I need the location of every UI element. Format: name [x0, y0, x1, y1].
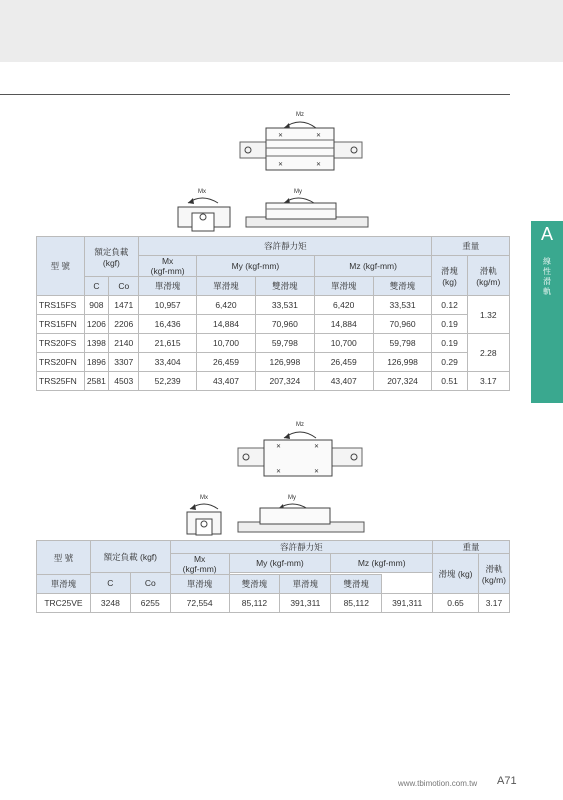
cell-c: 1896 [84, 353, 109, 372]
cell-mz-single: 85,112 [331, 594, 382, 613]
header-co: Co [109, 277, 139, 296]
top-view-diagram [234, 100, 368, 172]
cell-mx: 21,615 [139, 334, 197, 353]
svg-text:✕: ✕ [278, 133, 284, 139]
cell-model: TRS15FS [37, 296, 85, 315]
cell-c: 3248 [90, 594, 130, 613]
svg-text:✕: ✕ [314, 444, 320, 450]
cell-model: TRS25FN [37, 372, 85, 391]
header-mz-2: Mz (kgf-mm) [331, 554, 433, 573]
cell-my-double: 70,960 [255, 315, 314, 334]
header-co-2: Co [130, 573, 170, 594]
cell-model: TRS20FS [37, 334, 85, 353]
my-label: My [294, 189, 302, 195]
cell-my-double: 33,531 [255, 296, 314, 315]
header-my-single: 單滑塊 [197, 277, 256, 296]
cell-mz-single: 43,407 [314, 372, 373, 391]
cell-co: 2140 [109, 334, 139, 353]
cell-c: 908 [84, 296, 109, 315]
header-static-moment-2: 容許靜力矩 [170, 541, 432, 554]
mx-label-2: Mx [200, 495, 208, 501]
cell-mz-single: 26,459 [314, 353, 373, 372]
header-rated-load-2: 額定負載 (kgf) [90, 541, 170, 573]
cell-co: 1471 [109, 296, 139, 315]
header-rule [0, 94, 510, 95]
header-rated-load: 額定負載 (kgf) [84, 237, 139, 277]
cell-block-weight: 0.12 [432, 296, 467, 315]
cell-c: 2581 [84, 372, 109, 391]
cell-co: 6255 [130, 594, 170, 613]
mz-label: Mz [296, 112, 304, 118]
header-my-single-2: 單滑塊 [170, 575, 229, 594]
cell-block-weight: 0.51 [432, 372, 467, 391]
cell-my-double: 391,311 [280, 594, 331, 613]
cell-block-weight: 0.19 [432, 334, 467, 353]
cell-my-single: 43,407 [197, 372, 256, 391]
side-view-diagram [244, 185, 370, 235]
cell-rail-weight: 2.28 [467, 334, 509, 372]
page-number: A71 [497, 775, 517, 787]
header-band [0, 0, 563, 62]
cell-mz-double: 33,531 [373, 296, 432, 315]
section-title: 線性滑軌 [542, 257, 552, 297]
header-c: C [84, 277, 109, 296]
header-mx-single-2: 單滑塊 [37, 575, 91, 594]
header-block-weight-2: 滑塊 (kg) [433, 554, 479, 594]
header-block-weight: 滑塊 (kg) [432, 256, 467, 296]
cell-mz-double: 70,960 [373, 315, 432, 334]
section-letter: A [540, 224, 553, 244]
header-weight: 重量 [432, 237, 510, 256]
cell-mx: 72,554 [170, 594, 229, 613]
cell-my-single: 6,420 [197, 296, 256, 315]
cell-mz-double: 126,998 [373, 353, 432, 372]
header-mx: Mx (kgf-mm) [139, 256, 197, 277]
cell-my-single: 26,459 [197, 353, 256, 372]
table-row [37, 594, 510, 613]
cell-rail-weight: 1.32 [467, 296, 509, 334]
spec-table-trc [36, 540, 510, 613]
top-view-diagram-2 [234, 414, 368, 486]
cell-rail-weight: 3.17 [478, 594, 509, 613]
svg-text:✕: ✕ [276, 444, 282, 450]
cell-mz-double: 207,324 [373, 372, 432, 391]
header-mx-2: Mx (kgf-mm) [170, 554, 229, 575]
footer-url[interactable]: www.tbimotion.com.tw [398, 779, 478, 788]
cell-block-weight: 0.65 [433, 594, 479, 613]
cell-co: 2206 [109, 315, 139, 334]
header-my-double: 雙滑塊 [255, 277, 314, 296]
table-row [37, 372, 510, 391]
cell-my-double: 207,324 [255, 372, 314, 391]
spec-table-trs [36, 236, 510, 391]
header-mz-double-2: 雙滑塊 [331, 575, 382, 594]
header-mz-single-2: 單滑塊 [280, 575, 331, 594]
header-my-2: My (kgf-mm) [229, 554, 331, 573]
table-row [37, 334, 510, 353]
svg-text:✕: ✕ [316, 133, 322, 139]
cell-model: TRS15FN [37, 315, 85, 334]
header-static-moment: 容許靜力矩 [139, 237, 432, 256]
header-weight-2: 重量 [433, 541, 510, 554]
mx-label: Mx [198, 189, 206, 195]
cell-mz-double: 59,798 [373, 334, 432, 353]
header-model-2: 型 號 [37, 541, 91, 575]
cell-model: TRS20FN [37, 353, 85, 372]
header-mz-single: 單滑塊 [314, 277, 373, 296]
svg-text:✕: ✕ [276, 469, 282, 475]
cell-mx: 52,239 [139, 372, 197, 391]
table-row [37, 315, 510, 334]
cell-my-single: 10,700 [197, 334, 256, 353]
table-row [37, 296, 510, 315]
cell-c: 1206 [84, 315, 109, 334]
svg-text:✕: ✕ [278, 162, 284, 168]
cell-mx: 16,436 [139, 315, 197, 334]
cell-c: 1398 [84, 334, 109, 353]
cell-mz-single: 6,420 [314, 296, 373, 315]
cell-mx: 10,957 [139, 296, 197, 315]
cell-block-weight: 0.19 [432, 315, 467, 334]
cell-mz-single: 10,700 [314, 334, 373, 353]
table-row [37, 353, 510, 372]
mz-label-2: Mz [296, 422, 304, 428]
cell-my-double: 59,798 [255, 334, 314, 353]
svg-text:✕: ✕ [314, 469, 320, 475]
header-model: 型 號 [37, 237, 85, 296]
header-mz: Mz (kgf-mm) [314, 256, 432, 277]
header-rail-weight-2: 滑軌 (kg/m) [478, 554, 509, 594]
end-view-diagram-2 [182, 492, 226, 538]
cell-rail-weight: 3.17 [467, 372, 509, 391]
cell-model: TRC25VE [37, 594, 91, 613]
side-view-diagram-2 [236, 492, 366, 538]
cell-my-single: 14,884 [197, 315, 256, 334]
cell-block-weight: 0.29 [432, 353, 467, 372]
cell-my-double: 126,998 [255, 353, 314, 372]
cell-mz-double: 391,311 [382, 594, 433, 613]
cell-mz-single: 14,884 [314, 315, 373, 334]
header-my-double-2: 雙滑塊 [229, 575, 280, 594]
section-tab[interactable] [531, 221, 563, 403]
header-c-2: C [90, 573, 130, 594]
cell-my-single: 85,112 [229, 594, 280, 613]
my-label-2: My [288, 495, 296, 501]
header-mz-double: 雙滑塊 [373, 277, 432, 296]
header-my: My (kgf-mm) [197, 256, 315, 277]
cell-co: 3307 [109, 353, 139, 372]
end-view-diagram [174, 185, 234, 235]
cell-co: 4503 [109, 372, 139, 391]
svg-text:✕: ✕ [316, 162, 322, 168]
header-rail-weight: 滑軌 (kg/m) [467, 256, 509, 296]
header-mx-single: 單滑塊 [139, 277, 197, 296]
cell-mx: 33,404 [139, 353, 197, 372]
